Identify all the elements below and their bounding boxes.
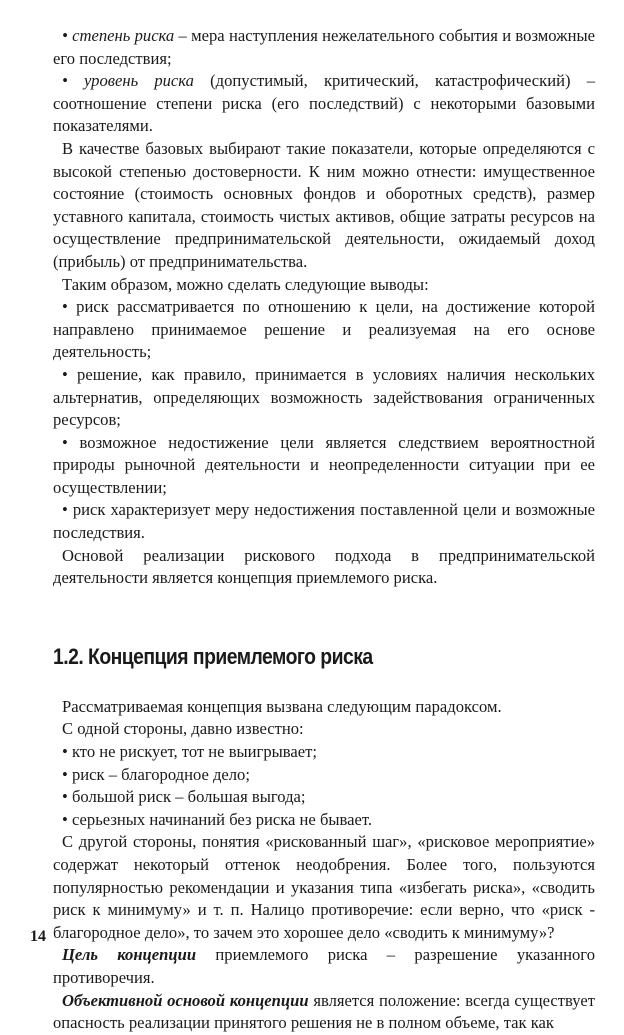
paragraph-objective-basis xyxy=(53,990,595,1035)
saying-item: • риск – благородное дело; xyxy=(62,764,250,784)
conclusion-item: • возможное недостижение цели является следствием вероятностной природы рыночной деятельности и неопределенности ситуации при ее осуществлении; xyxy=(53,432,595,497)
conclusion-item: • решение, как правило, принимается в условиях наличия нескольких альтернатив, определяющих возможность задействования ограниченных ресурсов; xyxy=(53,364,595,430)
term-risk-degree: • степень риска xyxy=(62,26,175,45)
page-number: 14 xyxy=(30,928,46,945)
text-objective-basis: является положение: всегда существует опасность реализации принятого решения не в полном объеме, так как xyxy=(53,990,596,1033)
paragraph-paradox: Рассматриваемая концепция вызвана следующим парадоксом. xyxy=(62,696,502,716)
bullet-risk-level xyxy=(53,70,595,138)
text-risk-level: (допустимый, критический, катастрофический) – соотношение степени риска (его последствий) с некоторыми базовыми показателями. xyxy=(53,71,595,136)
paragraph-basis: Основой реализации рискового подхода в предпринимательской деятельности является концепция приемлемого риска. xyxy=(53,545,595,588)
saying-item: • кто не рискует, тот не выигрывает; xyxy=(62,742,318,762)
term-goal: Цель концепции xyxy=(62,945,197,965)
saying-item: • большой риск – большая выгода; xyxy=(62,787,306,807)
conclusion-item: • риск характеризует меру недостижения поставленной цели и возможные последствия. xyxy=(53,500,595,543)
paragraph-conclusions-intro: Таким образом, можно сделать следующие выводы: xyxy=(62,274,429,294)
conclusion-item: • риск рассматривается по отношению к цели, на достижение которой направлено принимаемое решение и реализуемая на его основе деятельность; xyxy=(53,297,595,362)
term-risk-level: • уровень риска xyxy=(62,71,194,91)
bullet-risk-degree xyxy=(53,25,595,70)
paragraph-other-side: С другой стороны, понятия «рискованный шаг», «рисковое мероприятие» содержат некоторый оттенок неодобрения. Более того, пользуются популярностью рекомендации и указания типа «избегать риска», «сводить риск к минимуму» и т. п. Налицо противоречие: если верно, что «риск - благородное дело», то зачем это хорошее дело «сводить к минимуму»? xyxy=(53,832,595,942)
paragraph-goal xyxy=(53,944,595,989)
paragraph-base-indicators: В качестве базовых выбирают такие показатели, которые определяются с высокой степенью достоверности. К ним можно отнести: имущественное состояние (стоимость основных фондов и оборотных средств), размер уставного капитала, стоимость чистых активов, общие затраты ресурсов на осуществление предпринимательской деятельности, ожидаемый доход (прибыль) от предпринимательства. xyxy=(53,138,595,271)
saying-item: • серьезных начинаний без риска не бывает. xyxy=(62,809,373,829)
text-goal: приемлемого риска – разрешение указанного противоречия. xyxy=(53,945,595,987)
term-objective-basis: Объективной основой концепции xyxy=(62,990,309,1010)
paragraph-one-side: С одной стороны, давно известно: xyxy=(62,719,304,739)
section-heading: 1.2. Концепция приемлемого риска xyxy=(53,643,373,669)
text-risk-degree: – мера наступления нежелательного события и возможные его последствия; xyxy=(53,26,596,68)
